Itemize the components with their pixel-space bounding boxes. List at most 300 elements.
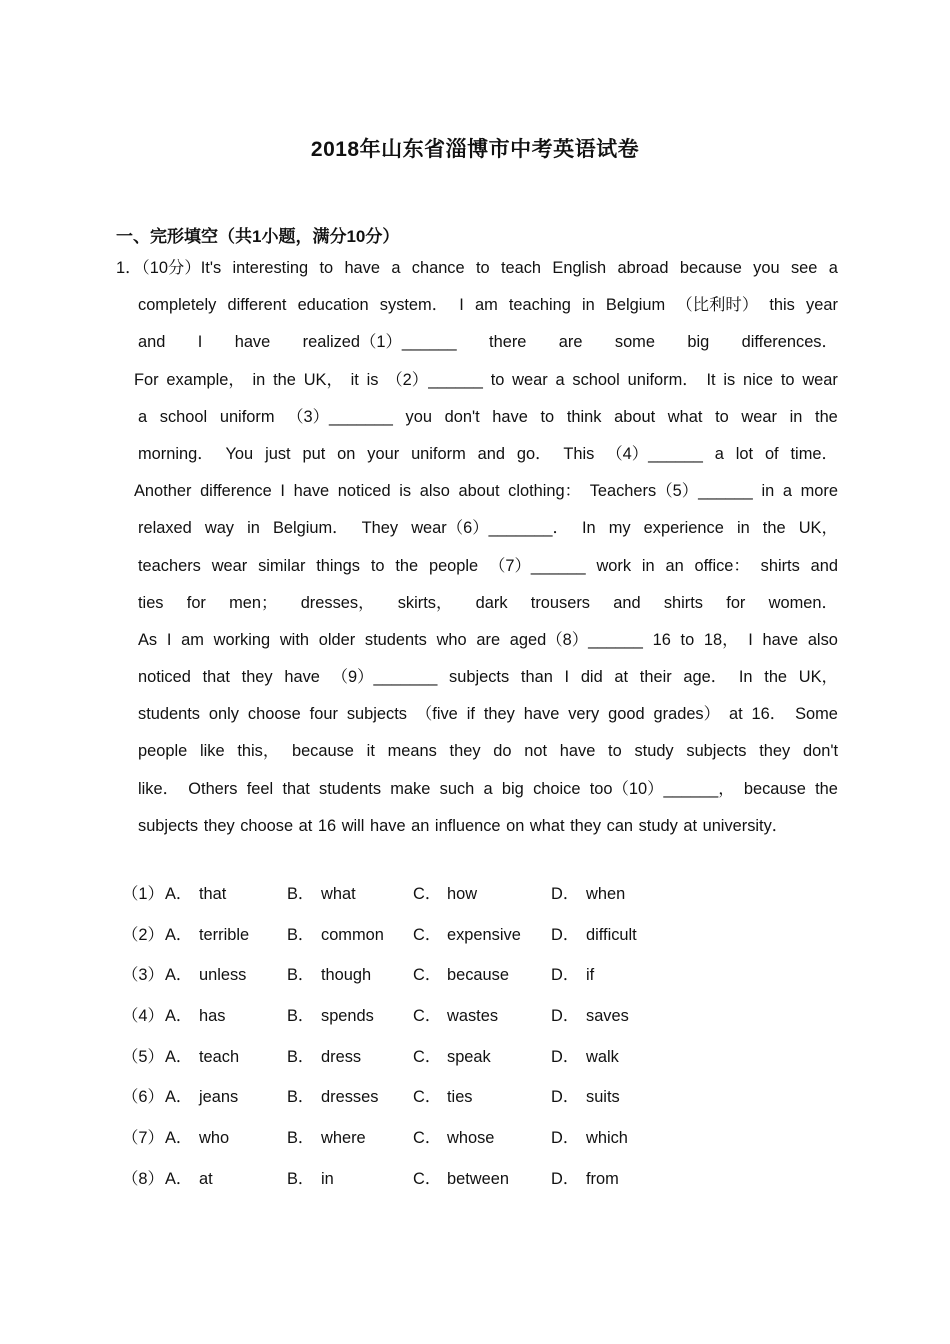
passage-word: that [202, 668, 230, 687]
passage-word: have [344, 259, 380, 277]
passage-word: wear（6）_______． [411, 519, 569, 538]
option-d: if [586, 966, 595, 985]
passage-word: to [715, 407, 729, 426]
option-letter-b: B． [287, 885, 315, 903]
passage-line [116, 405, 838, 442]
passage-word: interesting [232, 259, 309, 277]
option-letter-d: D． [551, 1047, 580, 1066]
passage-word: this， [237, 742, 280, 761]
option-c: because [447, 966, 509, 985]
passage-word: some [614, 333, 655, 352]
option-letter-b: B． [287, 1129, 315, 1148]
question-number: （8） [122, 1169, 164, 1188]
passage-word: what [667, 407, 703, 426]
passage-word: on [337, 444, 356, 463]
option-letter-b: B． [287, 1088, 315, 1107]
passage-word: （7）______ [489, 556, 586, 575]
passage-word: an [411, 816, 435, 835]
option-c: whose [447, 1129, 495, 1148]
passage-line [116, 739, 838, 776]
option-a: terrible [199, 925, 250, 944]
option-letter-a: A． [165, 1088, 193, 1107]
passage-word: age． [683, 668, 728, 687]
passage-word: about [614, 407, 656, 426]
passage-word: education [297, 296, 369, 315]
passage-line [116, 442, 838, 479]
passage-word: men； [229, 593, 278, 612]
passage-word: wear [741, 407, 777, 426]
passage-word: uniform [411, 444, 466, 463]
option-row [122, 882, 722, 923]
option-letter-a: A． [165, 1047, 193, 1066]
passage-word: 16． [751, 705, 787, 724]
passage-word: They [361, 519, 399, 538]
passage-word: the [764, 668, 788, 687]
passage-word: UK， [303, 370, 343, 389]
passage-word: think [566, 407, 602, 426]
option-letter-c: C． [413, 885, 442, 903]
passage-word: （3）_______ [287, 407, 393, 426]
passage-word: In [581, 519, 596, 538]
option-letter-b: B． [287, 1007, 315, 1026]
option-c: ties [447, 1088, 473, 1107]
passage-word: feel [246, 779, 274, 798]
passage-word: uniform． [627, 370, 699, 389]
option-d: saves [586, 1007, 629, 1026]
passage-word: morning． [138, 444, 214, 463]
passage-word: a [828, 259, 838, 277]
passage-word: at [614, 668, 629, 687]
passage-word: 18， [703, 630, 739, 649]
passage-word: four [309, 705, 338, 724]
passage-word: chance [411, 259, 465, 277]
option-d: when [586, 885, 626, 903]
passage-word: it [350, 370, 359, 389]
passage-word: are [558, 333, 583, 352]
passage-word: because [291, 742, 354, 761]
passage-word: ties [138, 593, 164, 612]
option-letter-b: B． [287, 1169, 315, 1188]
passage-word: You [225, 444, 254, 463]
passage-word: a [714, 444, 724, 463]
passage-word: for [186, 593, 206, 612]
passage-word: way [204, 519, 235, 538]
option-letter-c: C． [413, 1169, 442, 1188]
question-number: （3） [122, 966, 164, 985]
passage-word: you [405, 407, 432, 426]
passage-word: teachers [138, 556, 201, 575]
passage-word: this [769, 296, 795, 315]
option-letter-d: D． [551, 1088, 580, 1107]
passage-word: similar [258, 556, 306, 575]
passage-word: I [564, 668, 570, 687]
passage-word: differences． [741, 333, 838, 352]
question-number: （6） [122, 1088, 164, 1107]
passage-word: at [728, 705, 743, 724]
passage-word: and [477, 444, 505, 463]
passage-word: also [419, 482, 450, 501]
passage-word: 1．（10分）It's [116, 259, 222, 277]
passage-word: This [563, 444, 595, 463]
passage-word: is [723, 370, 736, 389]
passage-word: UK， [798, 519, 838, 538]
option-letter-d: D． [551, 1129, 580, 1148]
passage-word: a [782, 482, 792, 501]
option-letter-b: B． [287, 966, 315, 985]
passage-word: a [391, 259, 401, 277]
passage-word: to [680, 630, 695, 649]
passage-word: For [134, 370, 159, 389]
passage-word: subjects [449, 668, 510, 687]
passage-word: if [466, 705, 475, 724]
passage-word: As [138, 630, 158, 649]
passage-word: with [279, 630, 309, 649]
passage-word: have [284, 668, 320, 687]
passage-word: and [613, 593, 641, 612]
passage-word: it [366, 742, 375, 761]
passage-word: just [265, 444, 291, 463]
passage-word: about [458, 482, 500, 501]
option-b: what [321, 885, 356, 903]
passage-word: they [570, 816, 607, 835]
passage-word: a [483, 779, 493, 798]
option-letter-a: A． [165, 1007, 193, 1026]
option-letter-c: C． [413, 966, 442, 985]
option-c: speak [447, 1047, 491, 1066]
option-a: at [199, 1169, 213, 1188]
option-c: between [447, 1169, 509, 1188]
passage-word: older [318, 630, 356, 649]
passage-word: in [761, 482, 775, 501]
option-row [122, 963, 722, 1004]
passage-word: in [252, 370, 266, 389]
passage-word: clothing： [508, 482, 582, 501]
option-letter-c: C． [413, 1129, 442, 1148]
passage-word: I [166, 630, 172, 649]
option-b: dress [321, 1047, 362, 1066]
options-list [122, 882, 722, 1208]
option-a: jeans [199, 1088, 239, 1107]
passage-word: the [273, 370, 296, 389]
passage-word: the [815, 779, 838, 798]
option-d: suits [586, 1088, 620, 1107]
option-letter-a: A． [165, 925, 193, 944]
question-number: （5） [122, 1047, 164, 1066]
passage-word: have [293, 482, 330, 501]
option-row [122, 923, 722, 964]
question-number: （4） [122, 1007, 164, 1026]
passage-word: in [247, 519, 260, 538]
passage-word: people [138, 742, 188, 761]
passage-line [116, 665, 838, 702]
option-a: that [199, 885, 227, 903]
passage-word: working [213, 630, 271, 649]
passage-word: in [736, 519, 750, 538]
option-a: unless [199, 966, 247, 985]
passage-word: subjects [346, 705, 407, 724]
passage-word: is [399, 482, 412, 501]
passage-word: 16 [652, 630, 671, 649]
passage-line [116, 702, 838, 739]
question-number: （7） [122, 1129, 164, 1148]
passage-word: your [367, 444, 400, 463]
passage-word: have [523, 705, 560, 724]
passage-word: school [159, 407, 208, 426]
passage-word: have [234, 333, 271, 352]
question-number: （2） [122, 925, 164, 944]
passage-word: English [552, 259, 607, 277]
passage-word: can [606, 816, 639, 835]
passage-word: because [743, 779, 806, 798]
passage-word: don't [802, 742, 838, 761]
option-letter-d: D． [551, 1007, 580, 1026]
passage-word: a [555, 370, 565, 389]
passage-word: women． [768, 593, 838, 612]
passage-word: grades） [653, 705, 721, 724]
passage-word: skirts， [397, 593, 453, 612]
passage-word: their [639, 668, 672, 687]
passage-word: things [316, 556, 360, 575]
passage-word: dark [475, 593, 508, 612]
passage-line [116, 628, 838, 665]
option-letter-d: D． [551, 1169, 580, 1188]
passage-word: and [810, 556, 838, 575]
option-d: from [586, 1169, 619, 1188]
passage-word: you [753, 259, 780, 277]
passage-line [116, 591, 838, 628]
passage-word: time． [790, 444, 838, 463]
passage-word: Others [188, 779, 238, 798]
passage-word: wear [211, 556, 248, 575]
passage-word: Another [134, 482, 192, 501]
passage-word: in [789, 407, 803, 426]
passage-word: will [341, 816, 371, 835]
passage-word: have [559, 742, 596, 761]
option-d: which [586, 1129, 628, 1148]
passage-word: completely [138, 296, 217, 315]
passage-word: am [181, 630, 204, 649]
passage-word: Belgium． [272, 519, 349, 538]
option-letter-b: B． [287, 1047, 315, 1066]
option-row [122, 1167, 722, 1208]
passage-word: means [387, 742, 437, 761]
passage-word: study [638, 816, 684, 835]
passage-word: （9）_______ [331, 668, 438, 687]
passage-word: （2）______ [386, 370, 483, 389]
passage-word: also [807, 630, 838, 649]
passage-word: uniform [219, 407, 275, 426]
passage-word: like [199, 742, 225, 761]
passage-word: students [319, 779, 382, 798]
passage-word: an [665, 556, 684, 575]
passage-word: at [683, 816, 703, 835]
passage-word: more [800, 482, 838, 501]
passage-line [116, 368, 838, 405]
option-b: common [321, 925, 384, 944]
option-b: though [321, 966, 372, 985]
passage-line [116, 777, 838, 814]
passage-word: they [449, 742, 481, 761]
passage-word: study [634, 742, 674, 761]
cloze-passage [116, 256, 838, 851]
passage-word: see [790, 259, 818, 277]
passage-word: such [439, 779, 475, 798]
passage-word: school [572, 370, 620, 389]
passage-word: did [580, 668, 603, 687]
section-heading: 一、完形填空（共1小题，满分10分） [116, 227, 400, 246]
passage-word: of [764, 444, 779, 463]
passage-word: work [596, 556, 632, 575]
passage-word: not [524, 742, 548, 761]
option-d: walk [586, 1047, 619, 1066]
passage-word: system． [379, 296, 449, 315]
option-row [122, 1045, 722, 1086]
passage-word: big [687, 333, 710, 352]
option-a: has [199, 1007, 226, 1026]
option-b: where [321, 1129, 366, 1148]
option-c: wastes [447, 1007, 499, 1026]
option-letter-c: C． [413, 925, 442, 944]
option-letter-a: A． [165, 1169, 193, 1188]
passage-word: good [608, 705, 645, 724]
passage-word: like． [138, 779, 179, 798]
exam-title: 2018年山东省淄博市中考英语试卷 [310, 138, 640, 161]
passage-word: am [474, 296, 498, 315]
passage-word: wear [512, 370, 548, 389]
passage-word: don't [444, 407, 480, 426]
passage-word: office： [694, 556, 750, 575]
passage-line [116, 554, 838, 591]
passage-word: noticed [337, 482, 391, 501]
option-letter-a: A． [165, 1129, 193, 1148]
passage-word: is [366, 370, 379, 389]
passage-word: lot [735, 444, 754, 463]
passage-word: there [489, 333, 527, 352]
passage-word: they [241, 668, 273, 687]
passage-word: choose [240, 816, 299, 835]
passage-word: are [476, 630, 501, 649]
passage-word: than [520, 668, 553, 687]
passage-word: big [501, 779, 524, 798]
passage-word: abroad [617, 259, 669, 277]
option-letter-d: D． [551, 966, 580, 985]
passage-word: difference [200, 482, 272, 501]
passage-word: choice [533, 779, 581, 798]
option-letter-a: A． [165, 966, 193, 985]
passage-word: at [298, 816, 318, 835]
passage-word: the [395, 556, 419, 575]
passage-word: what [529, 816, 571, 835]
passage-word: I [748, 630, 753, 649]
option-letter-d: D． [551, 885, 580, 903]
passage-word: teaching [508, 296, 571, 315]
option-c: expensive [447, 925, 521, 944]
passage-word: they [759, 742, 791, 761]
passage-word: aged（8）______ [509, 630, 643, 649]
passage-word: relaxed [138, 519, 192, 538]
option-letter-c: C． [413, 1047, 442, 1066]
option-letter-a: A． [165, 885, 193, 903]
passage-word: university． [702, 816, 789, 835]
passage-word: I [459, 296, 464, 315]
passage-word: to [370, 556, 385, 575]
passage-word: very [568, 705, 600, 724]
option-b: in [321, 1169, 334, 1188]
passage-word: people [428, 556, 479, 575]
passage-word: different [227, 296, 287, 315]
passage-line [116, 256, 838, 293]
passage-word: do [493, 742, 512, 761]
passage-word: influence [434, 816, 507, 835]
passage-word: （4）______ [606, 444, 703, 463]
passage-word: I [280, 482, 285, 501]
option-letter-c: C． [413, 1088, 442, 1107]
option-row [122, 1085, 722, 1126]
question-number: （1） [122, 885, 164, 903]
passage-word: realized（1）______ [302, 333, 457, 352]
passage-word: have [762, 630, 799, 649]
passage-word: who [436, 630, 467, 649]
option-a: who [199, 1129, 230, 1148]
passage-line [116, 479, 838, 516]
passage-word: only [208, 705, 239, 724]
passage-word: put [302, 444, 326, 463]
option-letter-b: B． [287, 925, 315, 944]
passage-word: experience [643, 519, 724, 538]
passage-word: 16 [317, 816, 342, 835]
option-letter-c: C． [413, 1007, 442, 1026]
passage-word: my [608, 519, 631, 538]
passage-word: shirts [760, 556, 800, 575]
option-letter-d: D． [551, 925, 580, 944]
passage-word: to [608, 742, 622, 761]
option-c: how [447, 885, 478, 903]
passage-line [116, 814, 838, 851]
passage-word: to [319, 259, 334, 277]
passage-word: subjects [686, 742, 747, 761]
passage-line [116, 330, 838, 367]
passage-word: subjects [138, 816, 204, 835]
option-row [122, 1004, 722, 1045]
passage-word: noticed [138, 668, 191, 687]
passage-word: to [780, 370, 795, 389]
passage-word: have [492, 407, 528, 426]
passage-word: （five [415, 705, 458, 724]
passage-word: for [726, 593, 746, 612]
option-d: difficult [586, 925, 637, 944]
passage-word: year [806, 296, 838, 315]
passage-word: make [390, 779, 431, 798]
option-a: teach [199, 1047, 240, 1066]
passage-word: Teachers（5）______ [589, 482, 753, 501]
passage-word: on [506, 816, 530, 835]
passage-word: the [815, 407, 838, 426]
passage-word: students [138, 705, 200, 724]
passage-word: to [490, 370, 505, 389]
passage-word: go． [516, 444, 552, 463]
option-b: dresses [321, 1088, 379, 1107]
passage-word: UK， [798, 668, 838, 687]
passage-word: trousers [530, 593, 590, 612]
passage-word: to [540, 407, 555, 426]
passage-word: because [679, 259, 742, 277]
passage-word: too（10）______， [589, 779, 735, 798]
passage-word: dresses， [300, 593, 375, 612]
passage-word: have [370, 816, 412, 835]
passage-line [116, 516, 838, 553]
passage-word: In [738, 668, 753, 687]
passage-word: they [483, 705, 515, 724]
